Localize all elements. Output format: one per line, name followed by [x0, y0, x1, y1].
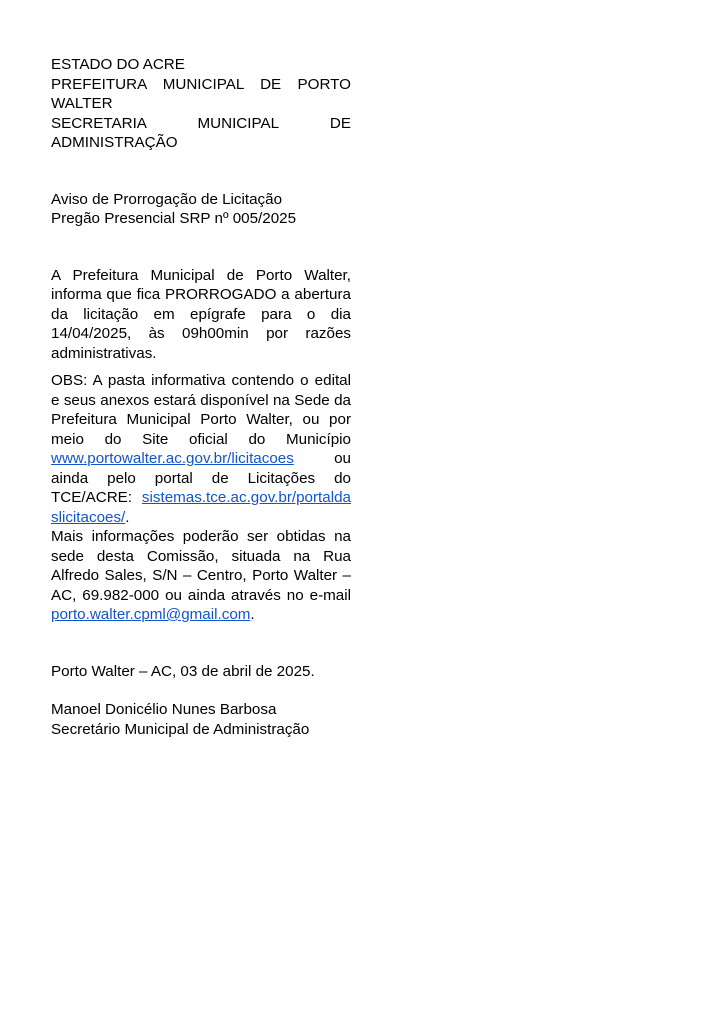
- info-paragraph: [51, 527, 351, 625]
- obs-period: .: [125, 508, 130, 526]
- obs-text-2: ou ainda pelo portal de Licitações do TCE/ACRE:: [51, 450, 351, 506]
- info-period: .: [250, 606, 255, 623]
- notice-title: Aviso de Prorrogação de Licitação: [51, 190, 283, 208]
- obs-paragraph: [51, 371, 351, 527]
- email-link[interactable]: porto.walter.cpml@gmail.com: [51, 606, 251, 623]
- header-prefecture: PREFEITURA MUNICIPAL DE PORTO WALTER: [51, 75, 351, 112]
- header-state: ESTADO DO ACRE: [51, 56, 185, 73]
- place-date: Porto Walter – AC, 03 de abril de 2025.: [51, 662, 315, 680]
- header-secretariat: SECRETARIA MUNICIPAL DE ADMINISTRAÇÃO: [51, 114, 351, 151]
- notice-paragraph: A Prefeitura Municipal de Porto Walter, informa que fica PRORROGADO a abertura da licitação em epígrafe para o dia 14/04/2025, às 09h00min por razões administrativas.: [51, 266, 351, 362]
- obs-text: OBS: A pasta informativa contendo o edital e seus anexos estará disponível na Sede da Prefeitura Municipal Porto Walter, ou por meio do Site oficial do Município: [51, 372, 351, 448]
- notice-subtitle: Pregão Presencial SRP nº 005/2025: [51, 210, 297, 227]
- info-text: Mais informações poderão ser obtidas na sede desta Comissão, situada na Rua Alfredo Sales, S/N – Centro, Porto Walter – AC, 69.982-000 ou ainda através no e-mail: [51, 528, 351, 604]
- tce-portal-link[interactable]: sistemas.tce.ac.gov.br/portaldaslicitacoes/: [51, 489, 351, 526]
- site-link[interactable]: www.portowalter.ac.gov.br/licitacoes: [51, 450, 294, 467]
- signer-title: Secretário Municipal de Administração: [51, 720, 310, 738]
- document-body: [51, 55, 351, 739]
- signer-name: Manoel Donicélio Nunes Barbosa: [51, 701, 277, 718]
